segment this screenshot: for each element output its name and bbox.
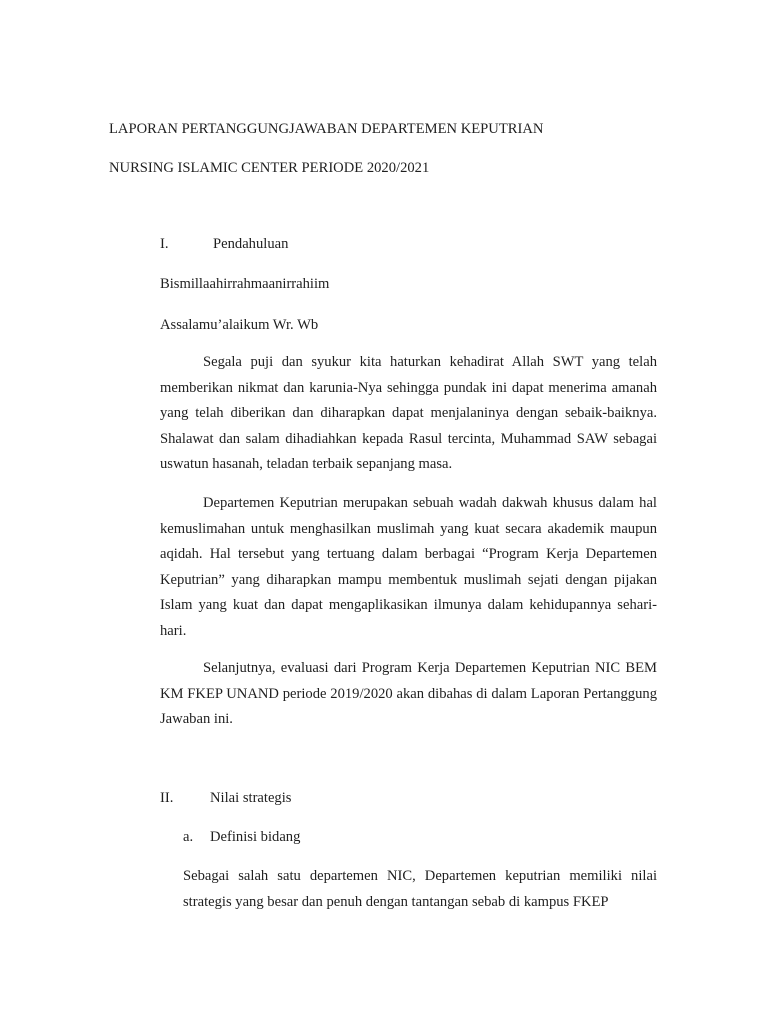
section-1-heading: Pendahuluan: [213, 236, 289, 252]
document-title-line-2: NURSING ISLAMIC CENTER PERIODE 2020/2021: [109, 160, 430, 176]
section-2-number: II.: [160, 790, 174, 806]
subsection-a-letter: a.: [183, 829, 194, 845]
opening-greeting: Assalamu’alaikum Wr. Wb: [160, 317, 319, 333]
paragraph-opening-praise: Segala puji dan syukur kita haturkan kehadirat Allah SWT yang telah memberikan nikmat dan karunia-Nya sehingga pundak ini dapat menerima amanah yang telah diberikan dan diharapkan dapat menjalaninya dengan sebaik-baiknya. Shalawat dan salam dihadiahkan kepada Rasul tercinta, Muhammad SAW sebagai uswatun hasanah, teladan terbaik sepanjang masa.: [160, 354, 657, 472]
section-1-number: I.: [160, 236, 169, 252]
paragraph-evaluation-intro: Selanjutnya, evaluasi dari Program Kerja Departemen Keputrian NIC BEM KM FKEP UNAND periode 2019/2020 akan dibahas di dalam Laporan Pertanggung Jawaban ini.: [160, 660, 657, 727]
section-2-heading: Nilai strategis: [210, 790, 292, 806]
document-title-line-1: LAPORAN PERTANGGUNGJAWABAN DEPARTEMEN KEPUTRIAN: [109, 121, 544, 137]
paragraph-department-description: Departemen Keputrian merupakan sebuah wadah dakwah khusus dalam hal kemuslimahan untuk menghasilkan muslimah yang kuat secara akademik maupun aqidah. Hal tersebut yang tertuang dalam berbagai “Program Kerja Departemen Keputrian” yang diharapkan mampu membentuk muslimah sejati dengan pijakan Islam yang kuat dan dapat mengaplikasikan ilmunya dalam kehidupannya sehari-hari.: [160, 495, 657, 639]
subsection-a-heading: Definisi bidang: [210, 829, 301, 845]
paragraph-field-definition: Sebagai salah satu departemen NIC, Departemen keputrian memiliki nilai strategis yang besar dan penuh dengan tantangan sebab di kampus FKEP: [183, 868, 657, 910]
opening-basmalah: Bismillaahirrahmaanirrahiim: [160, 276, 330, 292]
